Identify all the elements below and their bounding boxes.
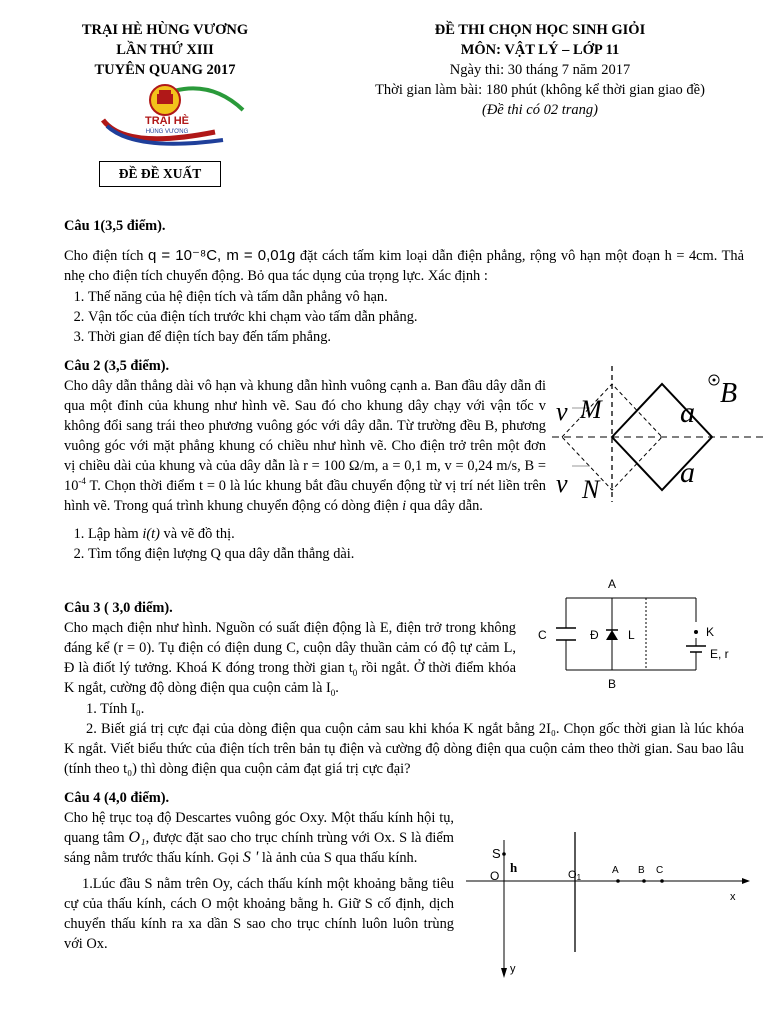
switch-icon — [694, 630, 698, 634]
label-B: B — [720, 378, 738, 409]
label-C: C — [656, 865, 664, 876]
label-a: a — [680, 396, 695, 429]
label-v: v — [556, 469, 568, 498]
label-S: S — [492, 846, 501, 861]
header-right — [330, 20, 750, 120]
label-B: B — [638, 865, 645, 876]
question-4-figure — [466, 832, 756, 982]
q4-text-c: là ảnh của S qua thấu kính. — [258, 850, 418, 866]
q2-text-b: T. Chọn thời điểm t = 0 là lúc khung bắt đầu chuyển động từ vị trí nét liền trên hình vẽ. Trong quá trình khung chuyển động có dòng điện — [64, 478, 546, 514]
question-1-list — [64, 287, 744, 347]
q2-text-a: Cho dây dẫn thẳng dài vô hạn và khung dẫn hình vuông cạnh a. Ban đầu dây dẫn đi qua một đỉnh của khung như hình vẽ. Sau đó cho khung dây chạy với vận tốc v không đổi sang trái theo phương vuông góc với dây dẫn. Từ trường đều B, phương vuông góc với mặt phẳng khung có chiều như hình vẽ. Cho điện trở trên một đơn vị chiều dài của khung và của dây dẫn là r = 100 Ω/m, a = 0,1 m, v = 0,24 m/s, B = 10 — [64, 378, 546, 494]
q3-text-c: . — [335, 680, 339, 696]
point-B — [642, 879, 646, 883]
q4-O1: O₁ — [128, 829, 146, 846]
exam-date: Ngày thi: 30 tháng 7 năm 2017 — [449, 62, 631, 78]
q4-Sprime: S ' — [242, 849, 259, 866]
label-C: C — [538, 628, 547, 642]
q2-item1-a: Lập hàm — [88, 526, 143, 542]
label-y: y — [510, 963, 516, 975]
list-item — [88, 524, 546, 544]
q3-item-2: 2. Biết giá trị cực đại của dòng điện qua cuộn cảm sau khi khóa K ngắt bằng 2I₀. Chọn gốc thời gian là lúc khóa K ngắt. Viết biểu thức của điện tích trên bản tụ điện và cường độ dòng điện qua cuộn cảm theo thời gian. Sau bao lâu (tính theo t₀) thì dòng điện qua cuộn cảm đạt giá trị cực đại? — [64, 721, 744, 777]
q1-formula: q = 10⁻⁸C, m = 0,01g — [147, 247, 296, 264]
label-a: a — [680, 456, 695, 489]
header-left — [40, 20, 290, 80]
label-K: K — [706, 625, 715, 639]
q3-text-a: Cho mạch điện như hình. Nguồn có suất điện động là E, điện trở trong không đáng kể (r = 0). Tụ điện có điện dung C, cuộn dây thuần cảm có độ tự cảm L, Đ là điốt lý tưởng. Khoá K đóng trong thời gian t — [64, 620, 516, 676]
question-3-text — [64, 618, 516, 698]
logo-text-1: TRẠI HÈ — [145, 115, 189, 127]
camp-location: TUYÊN QUANG 2017 — [94, 62, 236, 78]
q4-item-1: 1.Lúc đầu S nằm trên Oy, cách thấu kính một khoảng bằng tiêu cự của thấu kính, cách O một khoảng bằng h. Giữ S cố định, dịch chuyển thấu kính ra xa dần S sao cho trục chính luôn luôn trùng với Ox. — [64, 876, 454, 952]
point-C — [660, 879, 664, 883]
exam-duration: Thời gian làm bài: 180 phút (không kể thời gian giao đề) — [375, 82, 705, 98]
label-A: A — [608, 577, 617, 591]
question-2-text — [64, 376, 546, 516]
question-1 — [64, 216, 744, 347]
q3-sub: 0 — [352, 667, 358, 678]
exam-title: ĐỀ THI CHỌN HỌC SINH GIỎI — [434, 22, 646, 38]
question-4-text — [64, 808, 454, 868]
question-2-list — [64, 524, 546, 564]
point-A — [616, 879, 620, 883]
label-O1-main: O — [568, 869, 577, 881]
exam-subject: MÔN: VẬT LÝ – LỚP 11 — [460, 42, 620, 58]
q4-text-b: , được đặt sao cho trục chính trùng với Ox. S là điểm sáng nằm trước thấu kính. Gọi — [64, 830, 454, 866]
question-3-figure — [530, 576, 764, 694]
question-1-title: Câu 1(3,5 điểm). — [64, 218, 166, 234]
q2-item1-func: i(t) — [142, 526, 160, 542]
q3-item-1: 1. Tính I₀. — [86, 701, 145, 717]
camp-edition: LẦN THỨ XIII — [116, 42, 214, 58]
q1-intro-a: Cho điện tích — [64, 248, 148, 264]
exam-pages: (Đề thi có 02 trang) — [482, 102, 598, 118]
proposal-box: ĐỀ ĐỀ XUẤT — [99, 161, 221, 187]
q2-current-symbol: i — [402, 498, 407, 514]
question-4-title: Câu 4 (4,0 điểm). — [64, 790, 170, 806]
source-point — [502, 852, 506, 856]
question-2-title: Câu 2 (3,5 điểm). — [64, 358, 170, 374]
logo-text-2: HÙNG VƯƠNG — [145, 129, 189, 135]
magnetic-field-dot-icon — [713, 379, 716, 382]
question-3-title: Câu 3 ( 3,0 điểm). — [64, 600, 173, 616]
question-2-figure — [550, 362, 768, 512]
q2-text-c: qua dây dẫn. — [406, 498, 483, 514]
q1-intro-b: đặt cách tấm kim loại dẫn điện phẳng, rộng vô hạn một đoạn h = 4cm. Thả nhẹ cho điện tích chuyển động. Bỏ qua tác dụng của trọng lực. Xác định : — [64, 248, 745, 284]
question-2 — [64, 356, 546, 564]
camp-name: TRẠI HÈ HÙNG VƯƠNG — [81, 22, 249, 38]
list-item: 3. Thời gian để điện tích bay đến tấm phẳng. — [88, 327, 744, 347]
label-O: O — [490, 869, 500, 883]
q2-item1-b: và vẽ đồ thị. — [159, 526, 235, 542]
label-M: M — [580, 395, 602, 424]
question-1-text — [64, 246, 744, 286]
camp-logo — [95, 80, 245, 148]
label-A: A — [612, 865, 619, 876]
label-O1-sub: 1 — [576, 873, 582, 882]
label-x: x — [730, 891, 736, 903]
diode-icon — [606, 630, 618, 640]
q3-sub: 0 — [330, 687, 336, 698]
q4-text-a: Cho hệ trục toạ độ Descartes vuông góc Oxy. Một thấu kính hội tụ, quang tâm — [64, 810, 454, 846]
label-B: B — [608, 677, 617, 691]
list-item: 1. Thế năng của hệ điện tích và tấm dẫn phẳng vô hạn. — [88, 287, 744, 307]
label-O1 — [568, 869, 582, 882]
label-Er: E, r — [710, 647, 729, 661]
list-item: 2. Tìm tổng điện lượng Q qua dây dẫn thẳng dài. — [88, 544, 546, 564]
label-L: L — [628, 628, 635, 642]
label-D: Đ — [590, 628, 599, 642]
q2-exponent: -4 — [78, 476, 86, 487]
list-item: 2. Vận tốc của điện tích trước khi chạm vào tấm dẫn phẳng. — [88, 307, 744, 327]
label-h: h — [510, 860, 518, 875]
label-v: v — [556, 397, 568, 426]
q3-text-b: rồi ngắt. Ở thời điểm khóa K ngắt, cường độ dòng điện qua cuộn cảm là I — [64, 660, 517, 696]
label-N: N — [582, 475, 600, 504]
